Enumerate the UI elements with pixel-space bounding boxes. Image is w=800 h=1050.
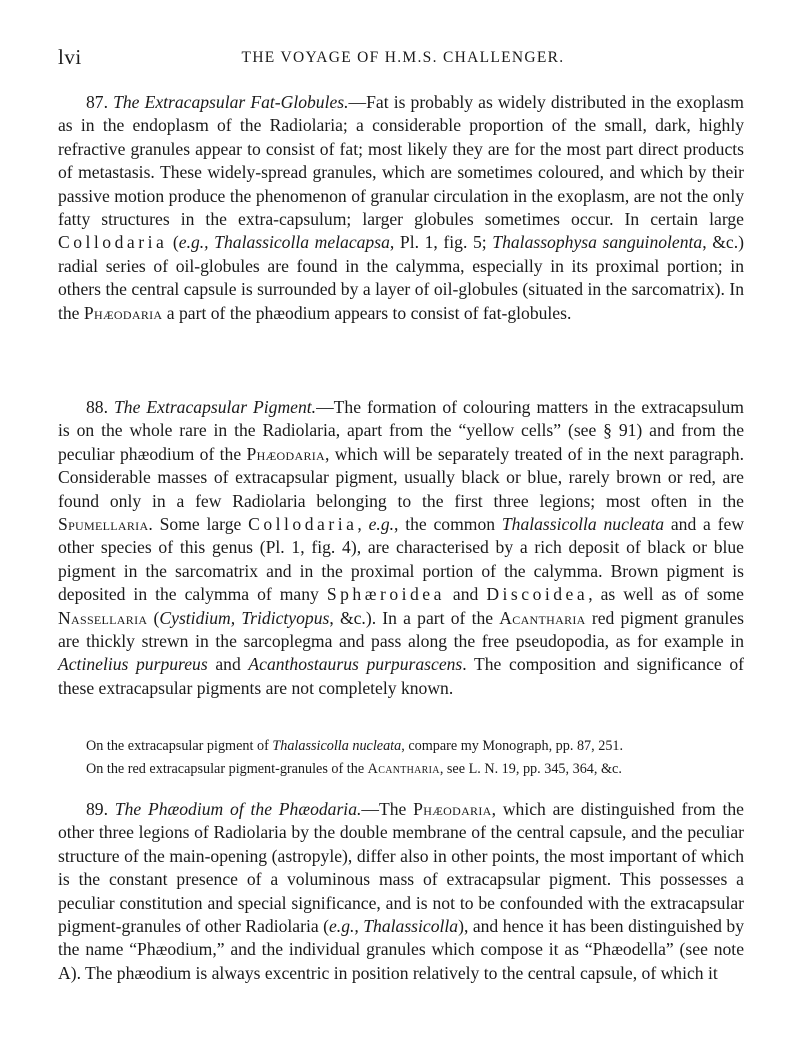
text-run: On the red extracapsular pigment-granules of the <box>86 761 368 777</box>
section-heading: The Extracapsular Pigment. <box>114 397 317 417</box>
text-run: , the common <box>394 514 502 535</box>
text-run: , as well as of some <box>588 584 744 605</box>
taxon-spaced: Sphæroidea <box>326 584 445 605</box>
text-run: , Pl. 1, fig. 5; <box>389 232 493 253</box>
section-number: 88. <box>86 397 108 417</box>
taxon-smallcaps: Phæodaria <box>246 443 326 464</box>
text-run: red pigment granules are thickly strewn in the sarcoplegma and pass along the free pseudopodia, as for example in <box>58 607 744 652</box>
text-run: , <box>357 514 369 535</box>
species-name: Acanthostaurus purpurascens <box>248 654 463 675</box>
text-run: and <box>444 584 487 605</box>
species-name: Actinelius purpureus <box>58 654 208 675</box>
footnote-1 <box>86 735 746 758</box>
text-run: —The formation of colouring matters in the extracapsulum is on the whole rare in the Radiolaria, apart from the “yellow cells” (see § 91) and from the peculiar phæodium of the <box>58 397 744 464</box>
abbreviation: e.g. <box>368 514 395 535</box>
species-name: Cystidium, Tridictyopus <box>159 607 330 628</box>
taxon-spaced: Collodaria <box>58 232 168 253</box>
species-name: e.g., Thalassicolla <box>328 916 459 937</box>
text-run: . The composition and significance of these extracapsular pigments are not completely known. <box>58 654 744 698</box>
species-name: Thalassophysa sanguinolenta <box>492 232 703 253</box>
footnote-2 <box>86 758 746 781</box>
text-run: , see L. N. 19, pp. 345, 364, &c. <box>439 761 622 777</box>
text-run: On the extracapsular pigment of <box>86 738 273 754</box>
text-run: ( <box>167 232 179 253</box>
section-number: 89. <box>86 799 108 819</box>
taxon-smallcaps: Acantharia <box>499 607 586 628</box>
page-number: lvi <box>58 45 82 69</box>
text-run: . Some large <box>148 514 249 535</box>
text-run: —The <box>361 799 414 819</box>
paragraph-89 <box>58 798 744 985</box>
species-name: Thalassicolla nucleata <box>501 514 665 535</box>
taxon-smallcaps: Phæodaria <box>413 799 492 819</box>
paragraph-87 <box>58 91 744 325</box>
paragraph-88 <box>58 396 744 700</box>
taxon-smallcaps: Nassellaria <box>58 607 148 628</box>
taxon-spaced: Discoidea <box>486 584 589 605</box>
species-name: e.g., Thalassicolla melacapsa <box>178 232 390 253</box>
text-run: and a few other species of this genus (Pl. 1, fig. 4), are characterised by a rich deposit of black or blue pigment in the sarcomatrix and in the proximal portion of the calymma. Brown pigment is deposited in the calymma of many <box>58 514 745 605</box>
text-run: , which will be separately treated of in the next paragraph. Considerable masses of extracapsular pigment, usually black or blue, rarely brown or red, are found only in a few Radiolaria belonging to the first three legions; most often in the <box>58 443 744 511</box>
text-run: ( <box>147 607 160 628</box>
text-run: , &c.). In a part of the <box>329 607 500 628</box>
text-run: ), and hence it has been distinguished by the name “Phæodium,” and the individual granules which compose it as “Phæodella” (see note A). The phæodium is always excentric in position relatively to the central capsule, of which it <box>58 916 744 983</box>
text-run: —Fat is probably as widely distributed in the exoplasm as in the endoplasm of the Radiolaria; a considerable proportion of the small, dark, highly refractive granules appear to consist of fat; most likely they are for the most part direct products of metastasis. These widely-spread granules, which are sometimes coloured, and which by their passive motion produce the phenomenon of granular circulation in the exoplasm, are not the only fatty structures in the extra-capsulum; larger globules sometimes occur. In certain large <box>58 92 744 230</box>
section-heading: The Extracapsular Fat-Globules. <box>113 92 349 112</box>
text-run: a part of the phæodium appears to consist of fat-globules. <box>162 302 572 323</box>
section-heading: The Phæodium of the Phæodaria. <box>114 799 362 819</box>
text-run: , &c.) radial series of oil-globules are found in the calymma, especially in its proximal portion; in others the central capsule is surrounded by a layer of oil-globules (situated in the sarcomatrix). In the <box>58 232 744 323</box>
species-name: Thalassicolla nucleata <box>272 738 402 754</box>
section-number: 87. <box>86 92 108 112</box>
page-header <box>58 45 748 75</box>
text-run: , which are distinguished from the other three legions of Radiolaria by the double membrane of the central capsule, and the peculiar structure of the main-opening (astropyle), differ also in other points, the most important of which is the constant presence of a voluminous mass of extracapsular pigment. This possesses a peculiar constitution and special significance, and is not to be confounded with the extracapsular pigment-granules of other Radiolaria ( <box>58 799 744 937</box>
running-title: THE VOYAGE OF H.M.S. CHALLENGER. <box>241 49 565 66</box>
taxon-smallcaps: Spumellaria <box>58 514 149 535</box>
text-run: and <box>207 654 249 675</box>
taxon-spaced: Collodaria <box>248 514 358 535</box>
taxon-smallcaps: Phæodaria <box>83 302 163 323</box>
text-run: , compare my Monograph, pp. 87, 251. <box>401 738 624 754</box>
taxon-smallcaps: Acantharia <box>367 761 440 777</box>
